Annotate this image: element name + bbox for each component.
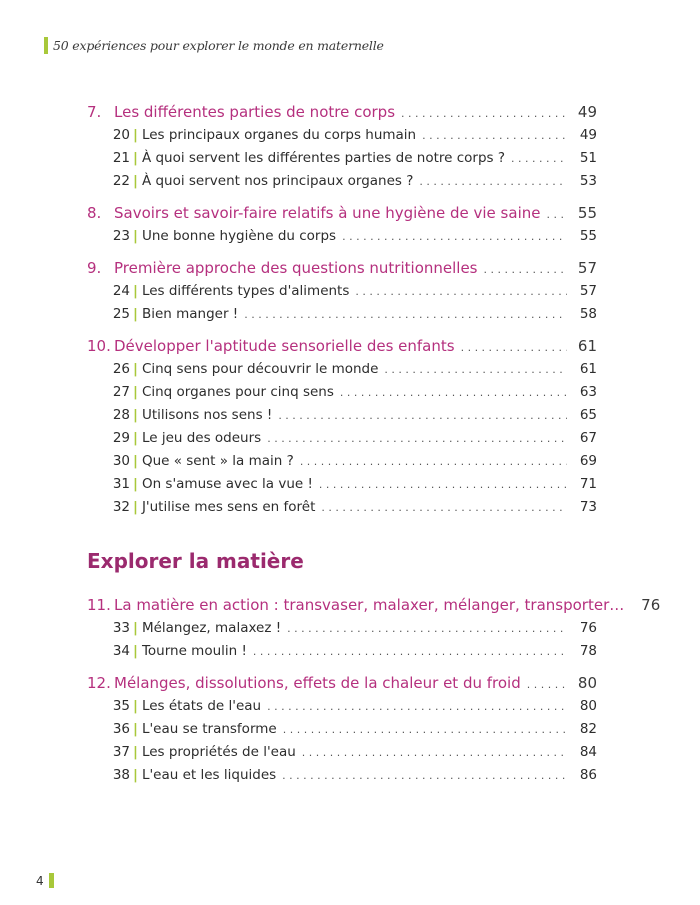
dot-leader: [484, 258, 568, 282]
green-separator: |: [133, 306, 138, 322]
entry-number: 21: [112, 150, 130, 166]
entry-page: 53: [579, 173, 597, 189]
dot-leader: [461, 336, 567, 360]
running-head-text: 50 expériences pour explorer le monde en maternelle: [53, 38, 384, 53]
green-separator: |: [133, 499, 138, 515]
toc-part-1: [87, 100, 597, 519]
dot-leader: [419, 170, 567, 193]
entry-page: 63: [579, 384, 597, 400]
dot-leader: [267, 695, 567, 718]
chapter-page: 57: [577, 259, 597, 277]
entry-number: 29: [112, 430, 130, 446]
entry-number: 25: [112, 306, 130, 322]
entry-number: 32: [112, 499, 130, 515]
entry-page: 61: [579, 361, 597, 377]
entry-title: Bien manger !: [141, 306, 239, 322]
chapter-page: 55: [577, 204, 597, 222]
green-separator: |: [133, 384, 138, 400]
entry-title: Utilisons nos sens !: [141, 407, 273, 423]
dot-leader: [340, 381, 567, 404]
entry-page: 67: [579, 430, 597, 446]
toc-entry[interactable]: [87, 404, 597, 427]
green-separator: |: [133, 698, 138, 714]
toc-entry[interactable]: [87, 427, 597, 450]
chapter-page: 80: [577, 674, 597, 692]
entry-page: 55: [579, 228, 597, 244]
toc-entry[interactable]: [87, 718, 597, 741]
toc-entry[interactable]: [87, 170, 597, 193]
dot-leader: [511, 147, 567, 170]
entry-title: Cinq organes pour cinq sens: [141, 384, 334, 400]
green-marker-bar: [49, 873, 54, 888]
entry-number: 28: [112, 407, 130, 423]
entry-number: 23: [112, 228, 130, 244]
green-separator: |: [133, 453, 138, 469]
entry-title: Les états de l'eau: [141, 698, 262, 714]
toc-entry[interactable]: [87, 381, 597, 404]
chapter-title: La matière en action : transvaser, malaxer, mélanger, transporter…: [114, 596, 625, 614]
entry-title: L'eau se transforme: [141, 721, 277, 737]
chapter-number: 11.: [87, 596, 111, 614]
dot-leader: [355, 280, 567, 303]
chapter-number: 12.: [87, 674, 111, 692]
entry-page: 80: [579, 698, 597, 714]
chapter-page: 76: [641, 596, 661, 614]
entry-title: Le jeu des odeurs: [141, 430, 262, 446]
chapter-title: Mélanges, dissolutions, effets de la chaleur et du froid: [114, 674, 521, 692]
dot-leader: [300, 450, 567, 473]
page-folio: [36, 873, 54, 888]
entry-title: On s'amuse avec la vue !: [141, 476, 313, 492]
toc-entry[interactable]: [87, 358, 597, 381]
toc-entry[interactable]: [87, 741, 597, 764]
toc-part-2: [87, 593, 661, 787]
entry-page: 76: [579, 620, 597, 636]
dot-leader: [342, 225, 567, 248]
green-separator: |: [133, 407, 138, 423]
green-separator: |: [133, 643, 138, 659]
toc-entry[interactable]: [87, 450, 597, 473]
green-separator: |: [133, 430, 138, 446]
green-separator: |: [133, 620, 138, 636]
section-title: Explorer la matière: [87, 549, 304, 573]
dot-leader: [244, 303, 567, 326]
dot-leader: [302, 741, 567, 764]
dot-leader: [319, 473, 567, 496]
entry-page: 57: [579, 283, 597, 299]
chapter-title: Développer l'aptitude sensorielle des enfants: [114, 337, 455, 355]
chapter-title: Première approche des questions nutritionnelles: [114, 259, 478, 277]
entry-title: À quoi servent nos principaux organes ?: [141, 173, 414, 189]
entry-title: Mélangez, malaxez !: [141, 620, 282, 636]
entry-number: 33: [112, 620, 130, 636]
toc-entry[interactable]: [87, 147, 597, 170]
toc-entry[interactable]: [87, 225, 597, 248]
entry-page: 86: [579, 767, 597, 783]
entry-number: 26: [112, 361, 130, 377]
toc-entry[interactable]: [87, 280, 597, 303]
toc-entry[interactable]: [87, 617, 597, 640]
green-separator: |: [133, 361, 138, 377]
entry-title: Tourne moulin !: [141, 643, 247, 659]
green-separator: |: [133, 283, 138, 299]
entry-number: 27: [112, 384, 130, 400]
table-of-contents: [87, 100, 661, 787]
green-separator: |: [133, 150, 138, 166]
toc-entry[interactable]: [87, 303, 597, 326]
green-separator: |: [133, 721, 138, 737]
dot-leader: [527, 673, 567, 697]
entry-number: 24: [112, 283, 130, 299]
entry-title: J'utilise mes sens en forêt: [141, 499, 316, 515]
toc-chapter[interactable]: [87, 334, 597, 358]
entry-title: Cinq sens pour découvrir le monde: [141, 361, 379, 377]
entry-page: 78: [579, 643, 597, 659]
dot-leader: [278, 404, 567, 427]
dot-leader: [384, 358, 567, 381]
dot-leader: [283, 718, 567, 741]
entry-page: 58: [579, 306, 597, 322]
chapter-number: 9.: [87, 259, 102, 277]
chapter-number: 7.: [87, 103, 102, 121]
entry-page: 49: [579, 127, 597, 143]
entry-title: Les différents types d'aliments: [141, 283, 350, 299]
entry-page: 65: [579, 407, 597, 423]
chapter-number: 8.: [87, 204, 102, 222]
toc-entry[interactable]: [87, 124, 597, 147]
entry-title: À quoi servent les différentes parties de notre corps ?: [141, 150, 506, 166]
entry-title: Les propriétés de l'eau: [141, 744, 296, 760]
dot-leader: [287, 617, 567, 640]
entry-page: 84: [579, 744, 597, 760]
chapter-page: 49: [577, 103, 597, 121]
entry-page: 71: [579, 476, 597, 492]
entry-page: 51: [579, 150, 597, 166]
toc-entry[interactable]: [87, 695, 597, 718]
dot-leader: [401, 102, 567, 126]
entry-title: Les principaux organes du corps humain: [141, 127, 417, 143]
dot-leader: [282, 764, 567, 787]
entry-number: 38: [112, 767, 130, 783]
dot-leader: [546, 203, 567, 227]
toc-entry[interactable]: [87, 640, 597, 663]
entry-title: L'eau et les liquides: [141, 767, 277, 783]
toc-chapter[interactable]: [87, 256, 597, 280]
dot-leader: [321, 496, 567, 519]
toc-chapter[interactable]: [87, 671, 597, 695]
entry-number: 30: [112, 453, 130, 469]
entry-title: Une bonne hygiène du corps: [141, 228, 337, 244]
entry-number: 31: [112, 476, 130, 492]
running-head: [44, 37, 384, 54]
green-separator: |: [133, 767, 138, 783]
entry-title: Que « sent » la main ?: [141, 453, 294, 469]
green-separator: |: [133, 228, 138, 244]
toc-chapter[interactable]: [87, 593, 661, 617]
toc-entry[interactable]: [87, 764, 597, 787]
toc-entry[interactable]: [87, 473, 597, 496]
green-separator: |: [133, 173, 138, 189]
entry-number: 37: [112, 744, 130, 760]
green-separator: |: [133, 127, 138, 143]
toc-chapter[interactable]: [87, 201, 597, 225]
toc-entry[interactable]: [87, 496, 597, 519]
entry-number: 22: [112, 173, 130, 189]
dot-leader: [422, 124, 567, 147]
entry-number: 34: [112, 643, 130, 659]
entry-number: 35: [112, 698, 130, 714]
entry-number: 36: [112, 721, 130, 737]
toc-chapter[interactable]: [87, 100, 597, 124]
green-marker-bar: [44, 37, 48, 54]
dot-leader: [253, 640, 567, 663]
chapter-page: 61: [577, 337, 597, 355]
entry-page: 73: [579, 499, 597, 515]
entry-page: 82: [579, 721, 597, 737]
green-separator: |: [133, 476, 138, 492]
chapter-title: Savoirs et savoir-faire relatifs à une hygiène de vie saine: [114, 204, 541, 222]
page-number: 4: [36, 873, 44, 888]
green-separator: |: [133, 744, 138, 760]
entry-page: 69: [579, 453, 597, 469]
chapter-number: 10.: [87, 337, 111, 355]
chapter-title: Les différentes parties de notre corps: [114, 103, 396, 121]
entry-number: 20: [112, 127, 130, 143]
dot-leader: [267, 427, 567, 450]
